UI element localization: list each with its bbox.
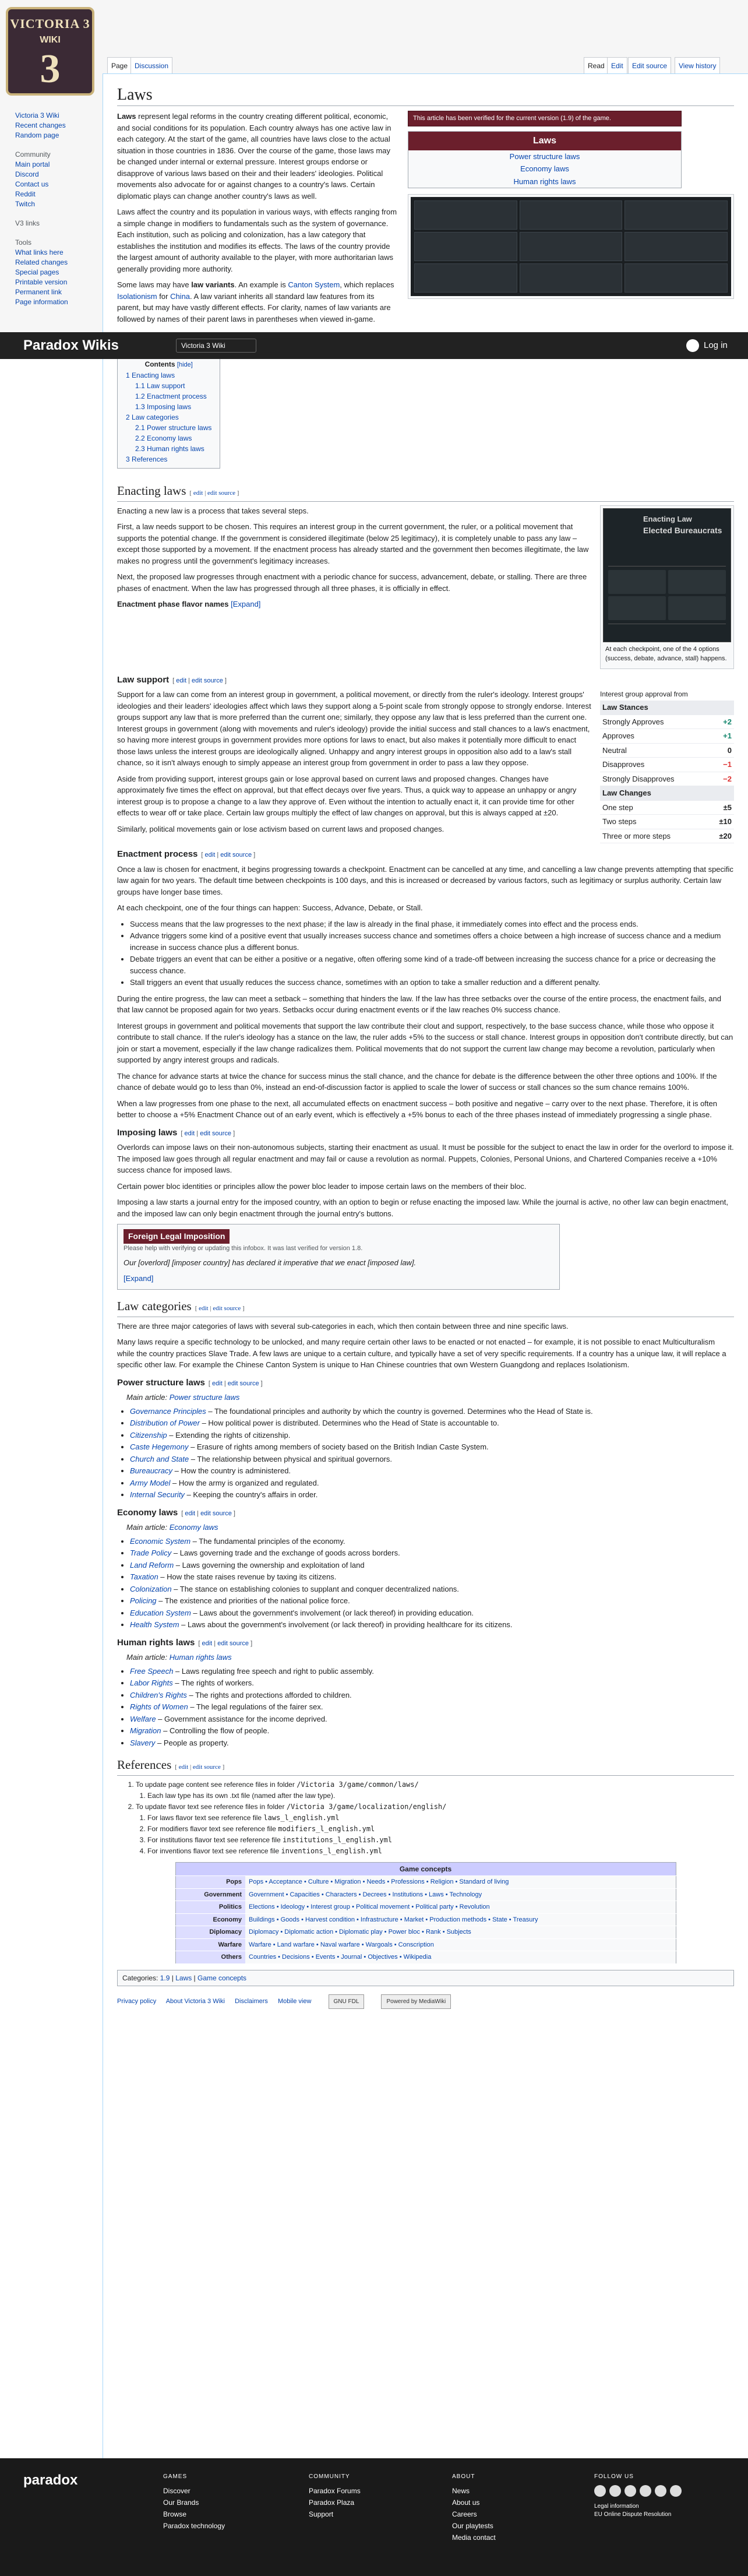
youtube-icon[interactable] <box>624 2485 636 2497</box>
wiki-logo[interactable] <box>6 7 94 96</box>
table-header: Law Changes <box>600 786 734 801</box>
list-item: • Children's Rights – The rights and protections afforded to children. <box>130 1690 734 1701</box>
list-item: • Health System – Laws about the government's involvement (or lack thereof) in providing healthcare for its citizens. <box>130 1619 734 1631</box>
footer-link[interactable]: Mobile view <box>277 1997 312 2005</box>
enacting-law-image <box>603 508 731 642</box>
law-list <box>130 1536 734 1631</box>
list-item: • Education System – Laws about the government's involvement (or lack thereof) in providing education. <box>130 1607 734 1619</box>
navbox-row: Politics Elections • Ideology • Interest group • Political movement • Political party • Revolution <box>175 1901 676 1914</box>
approval-table-wrapper <box>600 689 734 843</box>
paragraph: Enacting a new law is a process that takes several steps. <box>117 506 309 515</box>
main-article-link[interactable]: Human rights laws <box>169 1653 232 1662</box>
paragraph: Overlords can impose laws on their non-autonomous subjects, starting their enactment as usual. It must be possible for the subject to enact the law in order for the overlord to impose it. The imposed law goes through all regular enactment and may fail or cause a revolution as normal. Puppets, Colonies, Personal Unions, and Chartered Companies receive a +10% success chance for imposed laws. <box>117 1143 734 1174</box>
paragraph: Many laws require a specific technology to be unlocked, and many require certain other laws to be enacted or not enacted – for example, it is not possible to enact Multiculturalism while the country practices Slave Trade. A few laws are unique to a certain culture, and typically have a set of very specific requirements. If a country has a unique law, it will replace a specific other law. For example the Chinese Canton System is unique to Han Chinese countries that own Western Guangdong and replaces Isolationism. <box>117 1338 726 1369</box>
laws-box-link[interactable]: Human rights laws <box>513 177 576 186</box>
toc-item[interactable]: 2.2 Economy laws <box>135 434 192 442</box>
list-item: • Colonization – The stance on establishing colonies to supplant and conquer decentralized nations. <box>130 1583 734 1595</box>
footer-column-follow: FOLLOW US Legal information EU Online Dispute Resolution <box>594 2471 682 2519</box>
sidebar-heading: Community <box>15 150 51 159</box>
main-article-link[interactable]: Power structure laws <box>169 1393 240 1402</box>
footer-column-games: GAMES Discover Our Brands Browse Paradox technology <box>163 2471 225 2532</box>
toc-item[interactable]: 2 Law categories <box>126 413 179 421</box>
footer-link[interactable]: Disclaimers <box>235 1997 268 2005</box>
references-list <box>136 1779 734 1856</box>
law-list <box>130 1666 734 1749</box>
tab-history[interactable]: View history <box>675 57 720 73</box>
list-item: • Rights of Women – The legal regulations of the fairer sex. <box>130 1701 734 1713</box>
laws-box-link[interactable]: Power structure laws <box>509 152 580 161</box>
sidebar-heading: V3 links <box>15 219 40 227</box>
list-item: • Bureaucracy – How the country is administered. <box>130 1465 734 1477</box>
approval-table <box>600 701 734 843</box>
paragraph: When a law progresses from one phase to the next, all accumulated effects on enactment success – both positive and negative – carry over to the next phase. Therefore, it is often better to choose a +5% Enactment Chance out of an early event, which is effectively a +5% bonus to each of the three phases instead of immediately progressing a single phase. <box>117 1099 717 1119</box>
version-notice: This article has been verified for the current version (1.9) of the game. <box>408 111 682 126</box>
facebook-icon[interactable] <box>594 2485 606 2497</box>
lead-paragraph: Laws affect the country and its population in various ways, with effects ranging from a simple change in modifiers to fundamentals such as the system of governance. Each institution, such as policing and colonization, has a law category that establishes the institution and modifies its effects. The laws of the country provide the largest amount of authority available to the player, with more authoritarian laws generally providing more authority. <box>117 207 397 273</box>
list-item: • Labor Rights – The rights of workers. <box>130 1677 734 1689</box>
list-item: • Policing – The existence and priorities of the national police force. <box>130 1595 734 1607</box>
toc-item[interactable]: 3 References <box>126 455 168 463</box>
wiki-selector[interactable]: Victoria 3 Wiki <box>176 339 256 353</box>
list-item: • Caste Hegemony – Erasure of rights among members of society based on the British Indian Caste System. <box>130 1441 734 1453</box>
toc-item[interactable]: 2.3 Human rights laws <box>135 444 204 453</box>
footer-link[interactable]: News <box>452 2487 470 2495</box>
tab-edit[interactable]: Edit <box>607 57 627 73</box>
event-infobox <box>117 1224 560 1290</box>
list-item: • Welfare – Government assistance for the income deprived. <box>130 1713 734 1725</box>
table-row: Approves +1 <box>600 729 734 744</box>
sidebar-link[interactable]: Random page <box>15 131 59 139</box>
list-item: • Governance Principles – The foundational principles and authority by which the country is governed. Determines who the Head of State is. <box>130 1406 734 1417</box>
gfdl-badge[interactable]: GNU FDL <box>329 1994 365 2009</box>
sidebar-link[interactable]: Twitch <box>15 200 36 208</box>
list-item: • Economic System – The fundamental principles of the economy. <box>130 1536 734 1547</box>
sidebar-link[interactable]: Printable version <box>15 278 68 286</box>
list-item: • Debate triggers an event that can be either a positive or a negative, often offering some kind of a trade-off between increasing the success chance for a price or decreasing the success chance. <box>130 953 734 976</box>
paragraph: Similarly, political movements gain or lose activism based on current laws and proposed changes. <box>117 824 444 833</box>
card-subtitle: Elected Bureaucrats <box>643 526 722 535</box>
sidebar-link[interactable]: Main portal <box>15 160 50 168</box>
navbox-row: Economy Buildings • Goods • Harvest condition • Infrastructure • Market • Production methods • State • Treasury <box>175 1913 676 1926</box>
sidebar-link[interactable]: Special pages <box>15 268 59 276</box>
table-of-contents <box>117 355 220 469</box>
footer-link[interactable]: Our Brands <box>163 2498 199 2507</box>
table-row: Neutral 0 <box>600 743 734 758</box>
enacting-screenshot <box>600 505 734 669</box>
instagram-icon[interactable] <box>640 2485 651 2497</box>
paragraph: At each checkpoint, one of the four things can happen: Success, Advance, Debate, or Stall. <box>117 903 423 912</box>
footer-link[interactable]: Support <box>309 2510 334 2518</box>
toc-item[interactable]: 1.2 Enactment process <box>135 392 207 400</box>
sidebar-link[interactable]: Contact us <box>15 180 49 188</box>
page-tabs <box>103 54 748 73</box>
paragraph: The chance for advance starts at twice the chance for success minus the stall chance, and the chance for debate is the difference between the other three options and 100%. If the chance of debate would go to less than 0%, instead an end-of-discussion factor is applied to scale the lower of success or stall chances so the sum chance remains 100%. <box>117 1071 717 1092</box>
list-item: • Advance triggers some kind of a positive event that usually increases success chance and sometimes offers a choice between a high increase of success chance and a medium increase in success chance plus a different bonus. <box>130 930 734 953</box>
sidebar-link[interactable]: Page information <box>15 298 68 306</box>
lead-paragraph: Some laws may have law variants. An example is Canton System, which replaces Isolationism for China. A law variant inherits all standard law features from its parent, but may have vastly different effects. For clarity, names of law variants are followed by names of their parent laws in parentheses when viewed in-game. <box>117 280 394 323</box>
toc-hide-link[interactable]: [hide] <box>177 361 193 368</box>
subsection-heading: Enactment process [ edit | edit source ] <box>117 849 256 859</box>
navbox-row: Warfare Warfare • Land warfare • Naval warfare • Wargoals • Conscription <box>175 1938 676 1951</box>
tab-page[interactable]: Page <box>107 57 132 73</box>
navbox-links[interactable]: Government • Capacities • Characters • Decrees • Institutions • Laws • Technology <box>245 1888 676 1901</box>
category-link[interactable]: 1.9 <box>160 1973 170 1982</box>
footer-link[interactable]: Privacy policy <box>117 1997 157 2005</box>
footer-link[interactable]: Discover <box>163 2487 190 2495</box>
table-header: Law Stances <box>600 701 734 715</box>
footer-link[interactable]: Careers <box>452 2510 477 2518</box>
navbox-links[interactable]: Countries • Decisions • Events • Journal • Objectives • Wikipedia <box>245 1951 676 1964</box>
sidebar-link[interactable]: What links here <box>15 248 63 256</box>
navbox-title: Game concepts <box>175 1863 676 1876</box>
navbox-links[interactable]: Elections • Ideology • Interest group • Political movement • Political party • Revolution <box>245 1901 676 1914</box>
subsection-heading: Economy laws [ edit | edit source ] <box>117 1507 235 1518</box>
sidebar-link[interactable]: Related changes <box>15 258 68 266</box>
list-item: • Church and State – The relationship between physical and spiritual governors. <box>130 1454 734 1465</box>
paradox-logo[interactable]: paradox <box>23 2472 78 2488</box>
footer-link[interactable]: About us <box>452 2498 480 2507</box>
sidebar-heading: Tools <box>15 238 32 247</box>
logo-subtitle: WIKI <box>40 35 61 45</box>
user-icon <box>686 339 699 352</box>
outcome-list <box>130 919 734 988</box>
navbox-row: Diplomacy Diplomacy • Diplomatic action • Diplomatic play • Power bloc • Rank • Subjects <box>175 1926 676 1939</box>
toc-item[interactable]: 1.3 Imposing laws <box>135 402 192 411</box>
list-item: • Success means that the law progresses to the next phase; if the law is already in the final phase, it immediately comes into effect and the process ends. <box>130 919 734 930</box>
sidebar <box>0 0 103 332</box>
subsection-heading: Power structure laws [ edit | edit source ] <box>117 1377 263 1388</box>
tab-read[interactable]: Read <box>584 57 609 73</box>
toc-item[interactable]: 1 Enacting laws <box>126 371 175 379</box>
footer-link[interactable]: About Victoria 3 Wiki <box>165 1997 225 2005</box>
subsection-heading: Imposing laws [ edit | edit source ] <box>117 1127 235 1138</box>
edit-source-link[interactable]: edit source <box>207 489 235 497</box>
lead-sidebar <box>408 111 734 299</box>
page-title: Laws <box>117 85 734 106</box>
main-article-note: Main article: Power structure laws <box>126 1393 240 1402</box>
tab-edit-source[interactable]: Edit source <box>628 57 671 73</box>
list-item: • Land Reform – Laws governing the ownership and exploitation of land <box>130 1560 734 1571</box>
verify-warning: Please help with verifying or updating this infobox. It was last verified for version 1.8. <box>124 1245 363 1252</box>
category-bar: Categories: 1.9 | Laws | Game concepts <box>117 1970 734 1986</box>
paragraph: Certain power bloc identities or principles allow the power bloc leader to impose certain laws on the members of their bloc. <box>117 1181 527 1191</box>
footer-link[interactable]: Media contact <box>452 2533 496 2542</box>
list-item: • Stall triggers an event that usually reduces the success chance, sometimes with an option to take a smaller reduction and a different penalty. <box>130 977 734 988</box>
footer-link[interactable]: Paradox Plaza <box>309 2498 355 2507</box>
tab-discussion[interactable]: Discussion <box>130 57 172 73</box>
navbox-links[interactable]: Warfare • Land warfare • Naval warfare • Wargoals • Conscription <box>245 1938 676 1951</box>
navbox-links[interactable]: Diplomacy • Diplomatic action • Diplomatic play • Power bloc • Rank • Subjects <box>245 1926 676 1939</box>
main-article-note: Main article: Economy laws <box>126 1523 218 1532</box>
list-item: • Slavery – People as property. <box>130 1737 734 1749</box>
subsection-heading: Law support [ edit | edit source ] <box>117 674 227 685</box>
twitter-icon[interactable] <box>609 2485 621 2497</box>
list-item: • Army Model – How the army is organized and regulated. <box>130 1477 734 1489</box>
footer-link[interactable]: Our playtests <box>452 2522 493 2530</box>
section-heading: References [ edit | edit source ] <box>117 1757 734 1776</box>
paragraph: First, a law needs support to be chosen. This requires an interest group in the current government, the ruler, or a political movement that supports the potential change. If the government is considered illegitimate (below 25 legitimacy), it is completely unable to pass any law – except those supported by a movement. If the enactment process has already started and the government then becomes illegitimate, the law makes no progress until the government's legitimacy increases. <box>117 522 589 565</box>
main-content <box>103 73 748 2458</box>
footer-link[interactable]: Paradox Forums <box>309 2487 361 2495</box>
section-heading: Law categories [ edit | edit source ] <box>117 1298 734 1317</box>
twitch-icon[interactable] <box>655 2485 666 2497</box>
main-article-note: Main article: Human rights laws <box>126 1653 232 1662</box>
table-row: Three or more steps ±20 <box>600 829 734 843</box>
sidebar-link[interactable]: Reddit <box>15 190 36 198</box>
paragraph: Aside from providing support, interest groups gain or lose approval based on current laws and proposed changes. Changes have approximately five times the effect on approval, but that effect decays over five years. Thus, a quick way to appease an unhappy or angry interest group is to propose a change to a law they approve of. Even without the intention to actually enact it, it can provide time for other effects to wear off or take place. Certain law groups multiply the effect of law changes on approval, but this is always capped at ±20. <box>117 774 577 817</box>
event-text: Our [overlord] [imposer country] has declared it imperative that we enact [imposed law]. <box>124 1258 417 1267</box>
laws-panel-screenshot <box>408 194 734 299</box>
paragraph: Support for a law can come from an interest group in government, a political movement, or directly from the ruler's ideology. Interest groups' ideologies and their leaders' ideologies affect which laws they support along a 5-point scale from strongly oppose to strongly endorse. Interest groups support any law that is more preferred than the current one; similarly, they oppose any law that is less preferred than the current one. Interest groups in government (along with movements and ruler's ideology) provide the initial success and stall chances to a law's enactment, so having more interest groups in government provides more options for laws to enact, but also makes it potentially more difficult to enact those laws unless the interest groups are ideologically aligned. Unhappy and angry interest groups in opposition also add to a law's stall chance, so it isn't always enough to simply appease an interest group from government in order to pass a law they oppose. <box>117 690 591 767</box>
table-row: Two steps ±10 <box>600 815 734 829</box>
site-footer <box>0 2458 748 2576</box>
sidebar-link[interactable]: Recent changes <box>15 121 66 129</box>
list-item: 1. To update page content see reference files in folder /Victoria 3/game/common/laws/ 1. Each law type has its own .txt file (named after the law type). <box>136 1779 734 1801</box>
paradox-wikis-bar <box>0 332 748 359</box>
footer-link[interactable]: Browse <box>163 2510 187 2518</box>
paragraph: Once a law is chosen for enactment, it begins progressing towards a checkpoint. Enactment can be cancelled at any time, and cancelling a law change prevents attempting that specific law again for two years. The default time between checkpoints is 100 days, and this is increased or decreased by various factors, such as legitimacy or surplus authority. Certain law groups have longer base times. <box>117 864 733 896</box>
sidebar-link[interactable]: Discord <box>15 170 39 178</box>
list-item: • Migration – Controlling the flow of people. <box>130 1725 734 1737</box>
toc-title: Contents [hide] <box>144 360 193 368</box>
laws-box-link[interactable]: Economy laws <box>520 164 569 173</box>
list-item: 2. To update flavor text see reference files in folder /Victoria 3/game/localization/english/ 1. For laws flavor text see reference file laws_l_english.yml 2. For modifiers flavor text see reference file modifiers_l_english.yml 3. For institutions flavor text see reference file institutions_l_english.yml 4. For inventions flavor text see reference file inventions_l_english.yml <box>136 1801 734 1856</box>
navbox-row: Others Countries • Decisions • Events • Journal • Objectives • Wikipedia <box>175 1951 676 1964</box>
table-row: Disapproves −1 <box>600 758 734 772</box>
toc-item[interactable]: 1.1 Law support <box>135 381 185 390</box>
laws-panel-image <box>411 197 731 296</box>
paragraph: There are three major categories of laws with several sub-categories in each, which then contain between three and nine specific laws. <box>117 1321 569 1331</box>
sidebar-link[interactable]: Permanent link <box>15 288 62 296</box>
footer-link[interactable]: Paradox technology <box>163 2522 225 2530</box>
paragraph: Next, the proposed law progresses through enactment with a periodic chance for success, advancement, debate, or stalling. There are three phases of enactment. When the law has progressed through all three phases, it is officially in effect. <box>117 572 587 593</box>
table-row: Strongly Disapproves −2 <box>600 772 734 786</box>
card-caption: At each checkpoint, one of the 4 options (success, debate, advance, stall) happens. <box>605 645 727 662</box>
navbox <box>175 1862 676 1964</box>
list-item: • Citizenship – Extending the rights of citizenship. <box>130 1430 734 1441</box>
navbox-row: Government Government • Capacities • Characters • Decrees • Institutions • Laws • Technology <box>175 1888 676 1901</box>
main-article-link[interactable]: Economy laws <box>169 1523 218 1532</box>
event-title: Foreign Legal Imposition <box>124 1229 230 1244</box>
paragraph: Imposing a law starts a journal entry for the imposed country, with an option to begin or refuse enacting the imposed law. While the journal is active, no other law can begin enactment, and the imposed law can only begin enactment through the journal entry's buttons. <box>117 1198 729 1218</box>
footer-links <box>117 1994 734 2009</box>
subsection-heading: Human rights laws [ edit | edit source ] <box>117 1637 253 1648</box>
lead-paragraph: Laws represent legal reforms in the country creating different political, economic, and social conditions for its population. Each country always has one active law in each category. At the start of the game, all countries have laws close to the actual situation in those countries in 1836. Over the course of the game, those laws may be changed under internal or external pressure. Interest groups endorse or disapprove of various laws based on their and their leaders' ideologies. Political movements also advocate for or against changes to a country's laws. Certain diplomatic plays can change another country's laws as well. <box>117 112 391 200</box>
table-row: Strongly Approves +2 <box>600 715 734 729</box>
sidebar-link[interactable]: Victoria 3 Wiki <box>15 111 59 119</box>
navbox-row: Pops Pops • Acceptance • Culture • Migration • Needs • Professions • Religion • Standard of living <box>175 1876 676 1889</box>
paragraph: Interest groups in government and political movements that support the law contribute their clout and support, respectively, to the base success chance, while those who oppose it contribute to stall chance. If the ruler's ideology has a stance on the law, the ruler adds +5% to the success or stall chance. Interest groups in opposition don't contribute directly, but can join or start a movement, especially if the law change radicalizes them. Political movements that do not support the current law change may become a revolution, particularly when supported by angry interest groups and radicals. <box>117 1021 733 1064</box>
eu-odr-link[interactable]: EU Online Dispute Resolution <box>594 2511 672 2518</box>
list-item: • Internal Security – Keeping the country's affairs in order. <box>130 1489 734 1501</box>
legal-link[interactable]: Legal information <box>594 2503 639 2510</box>
discord-icon[interactable] <box>670 2485 682 2497</box>
list-item: • Taxation – How the state raises revenue by taxing its citizens. <box>130 1571 734 1583</box>
flavor-names-toggle[interactable]: Enactment phase flavor names [Expand] <box>117 600 261 608</box>
logo-mark: 3 <box>40 47 61 92</box>
navbox-links[interactable]: Buildings • Goods • Harvest condition • Infrastructure • Market • Production methods • State • Treasury <box>245 1913 676 1926</box>
social-icons <box>594 2485 682 2497</box>
footer-column-about: ABOUT News About us Careers Our playtests Media contact <box>452 2471 496 2543</box>
edit-link[interactable]: edit <box>193 489 203 497</box>
logo-title: VICTORIA 3 <box>10 16 90 31</box>
section-heading: Enacting laws [ edit | edit source ] <box>117 483 734 502</box>
law-list <box>130 1406 734 1501</box>
laws-box-title: Laws <box>408 132 681 150</box>
list-item: • Trade Policy – Laws governing trade and the exchange of goods across borders. <box>130 1547 734 1559</box>
footer-column-community: COMMUNITY Paradox Forums Paradox Plaza Support <box>309 2471 361 2520</box>
list-item: • Free Speech – Laws regulating free speech and right to public assembly. <box>130 1666 734 1677</box>
category-link[interactable]: Game concepts <box>197 1973 247 1982</box>
toc-item[interactable]: 2.1 Power structure laws <box>135 423 212 432</box>
event-expand-link[interactable]: [Expand] <box>124 1274 154 1283</box>
category-link[interactable]: Laws <box>175 1973 192 1982</box>
mediawiki-badge[interactable]: Powered by MediaWiki <box>381 1994 451 2009</box>
table-row: One step ±5 <box>600 800 734 815</box>
paradox-wikis-logo[interactable]: Paradox Wikis <box>23 337 119 353</box>
laws-navigation-box <box>408 131 682 189</box>
navbox-links[interactable]: Pops • Acceptance • Culture • Migration • Needs • Professions • Religion • Standard of living <box>245 1876 676 1889</box>
login-button[interactable]: Log in <box>686 339 728 353</box>
paragraph: During the entire progress, the law can meet a setback – something that hinders the law. If the law has three setbacks over the course of the entire process, the enactment fails, and that law cannot be proposed again for two years. Setbacks occur during enactment events or if the law reaches 0% success chance. <box>117 994 721 1014</box>
card-title: Enacting Law <box>643 514 692 523</box>
list-item: • Distribution of Power – How political power is distributed. Determines who the Head of State is accountable to. <box>130 1417 734 1429</box>
approval-table-title: Interest group approval from <box>600 690 688 698</box>
sidebar-navigation <box>15 111 103 307</box>
